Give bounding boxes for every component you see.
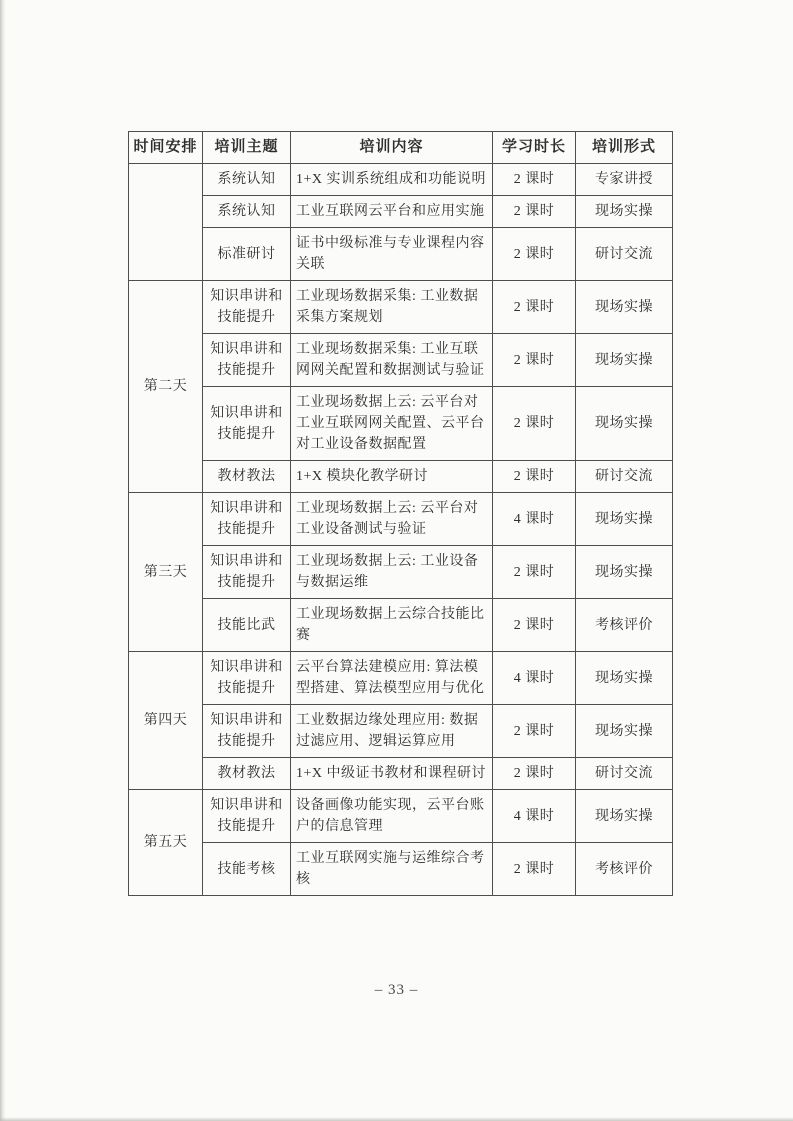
duration-cell: 2 课时 xyxy=(493,334,576,387)
topic-cell: 标准研讨 xyxy=(203,228,291,281)
content-cell: 工业互联网实施与运维综合考核 xyxy=(291,843,493,896)
schedule-row xyxy=(129,705,673,758)
topic-cell: 技能比武 xyxy=(203,599,291,652)
format-cell: 现场实操 xyxy=(576,196,673,228)
duration-cell: 2 课时 xyxy=(493,843,576,896)
day-cell: 第三天 xyxy=(129,493,203,652)
content-cell: 工业现场数据上云: 云平台对工业互联网网关配置、云平台对工业设备数据配置 xyxy=(291,387,493,461)
schedule-row xyxy=(129,599,673,652)
duration-cell: 4 课时 xyxy=(493,790,576,843)
duration-cell: 2 课时 xyxy=(493,758,576,790)
duration-cell: 2 课时 xyxy=(493,546,576,599)
content-cell: 工业数据边缘处理应用: 数据过滤应用、逻辑运算应用 xyxy=(291,705,493,758)
duration-cell: 2 课时 xyxy=(493,196,576,228)
schedule-row xyxy=(129,758,673,790)
schedule-row xyxy=(129,228,673,281)
topic-cell: 知识串讲和技能提升 xyxy=(203,281,291,334)
topic-cell: 知识串讲和技能提升 xyxy=(203,493,291,546)
schedule-row xyxy=(129,843,673,896)
format-cell: 研讨交流 xyxy=(576,758,673,790)
training-schedule-section xyxy=(128,131,672,896)
content-cell: 工业互联网云平台和应用实施 xyxy=(291,196,493,228)
topic-cell: 系统认知 xyxy=(203,164,291,196)
duration-cell: 2 课时 xyxy=(493,705,576,758)
format-cell: 现场实操 xyxy=(576,705,673,758)
header-row xyxy=(129,132,673,164)
format-cell: 现场实操 xyxy=(576,546,673,599)
day-cell: 第二天 xyxy=(129,281,203,493)
schedule-row xyxy=(129,461,673,493)
schedule-row xyxy=(129,196,673,228)
schedule-row xyxy=(129,281,673,334)
format-cell: 现场实操 xyxy=(576,790,673,843)
content-cell: 工业现场数据上云: 工业设备与数据运维 xyxy=(291,546,493,599)
topic-cell: 知识串讲和技能提升 xyxy=(203,705,291,758)
column-header-content: 培训内容 xyxy=(291,132,493,164)
content-cell: 工业现场数据上云: 云平台对工业设备测试与验证 xyxy=(291,493,493,546)
duration-cell: 2 课时 xyxy=(493,164,576,196)
schedule-row xyxy=(129,164,673,196)
duration-cell: 2 课时 xyxy=(493,461,576,493)
duration-cell: 2 课时 xyxy=(493,387,576,461)
day-cell xyxy=(129,164,203,281)
scan-left-edge-shadow xyxy=(0,0,6,1121)
column-header-topic: 培训主题 xyxy=(203,132,291,164)
schedule-row xyxy=(129,652,673,705)
topic-cell: 教材教法 xyxy=(203,461,291,493)
topic-cell: 知识串讲和技能提升 xyxy=(203,546,291,599)
topic-cell: 知识串讲和技能提升 xyxy=(203,387,291,461)
duration-cell: 2 课时 xyxy=(493,281,576,334)
schedule-row xyxy=(129,790,673,843)
format-cell: 现场实操 xyxy=(576,334,673,387)
topic-cell: 知识串讲和技能提升 xyxy=(203,652,291,705)
scan-bottom-edge-shadow xyxy=(0,1117,793,1121)
duration-cell: 2 课时 xyxy=(493,599,576,652)
content-cell: 云平台算法建模应用: 算法模型搭建、算法模型应用与优化 xyxy=(291,652,493,705)
content-cell: 工业现场数据采集: 工业互联网网关配置和数据测试与验证 xyxy=(291,334,493,387)
schedule-row xyxy=(129,546,673,599)
day-cell: 第五天 xyxy=(129,790,203,896)
day-cell: 第四天 xyxy=(129,652,203,790)
format-cell: 现场实操 xyxy=(576,493,673,546)
topic-cell: 知识串讲和技能提升 xyxy=(203,334,291,387)
format-cell: 现场实操 xyxy=(576,387,673,461)
schedule-row xyxy=(129,387,673,461)
content-cell: 证书中级标准与专业课程内容关联 xyxy=(291,228,493,281)
format-cell: 研讨交流 xyxy=(576,461,673,493)
format-cell: 专家讲授 xyxy=(576,164,673,196)
topic-cell: 知识串讲和技能提升 xyxy=(203,790,291,843)
topic-cell: 教材教法 xyxy=(203,758,291,790)
content-cell: 工业现场数据上云综合技能比赛 xyxy=(291,599,493,652)
content-cell: 1+X 中级证书教材和课程研讨 xyxy=(291,758,493,790)
column-header-time: 时间安排 xyxy=(129,132,203,164)
topic-cell: 系统认知 xyxy=(203,196,291,228)
format-cell: 现场实操 xyxy=(576,652,673,705)
format-cell: 现场实操 xyxy=(576,281,673,334)
column-header-format: 培训形式 xyxy=(576,132,673,164)
training-schedule-table xyxy=(128,131,673,896)
column-header-duration: 学习时长 xyxy=(493,132,576,164)
content-cell: 设备画像功能实现，云平台账户的信息管理 xyxy=(291,790,493,843)
duration-cell: 4 课时 xyxy=(493,652,576,705)
content-cell: 1+X 实训系统组成和功能说明 xyxy=(291,164,493,196)
content-cell: 1+X 模块化教学研讨 xyxy=(291,461,493,493)
content-cell: 工业现场数据采集: 工业数据采集方案规划 xyxy=(291,281,493,334)
format-cell: 考核评价 xyxy=(576,599,673,652)
duration-cell: 2 课时 xyxy=(493,228,576,281)
topic-cell: 技能考核 xyxy=(203,843,291,896)
page-number: – 33 – xyxy=(374,982,419,998)
duration-cell: 4 课时 xyxy=(493,493,576,546)
schedule-row xyxy=(129,334,673,387)
schedule-row xyxy=(129,493,673,546)
format-cell: 研讨交流 xyxy=(576,228,673,281)
format-cell: 考核评价 xyxy=(576,843,673,896)
